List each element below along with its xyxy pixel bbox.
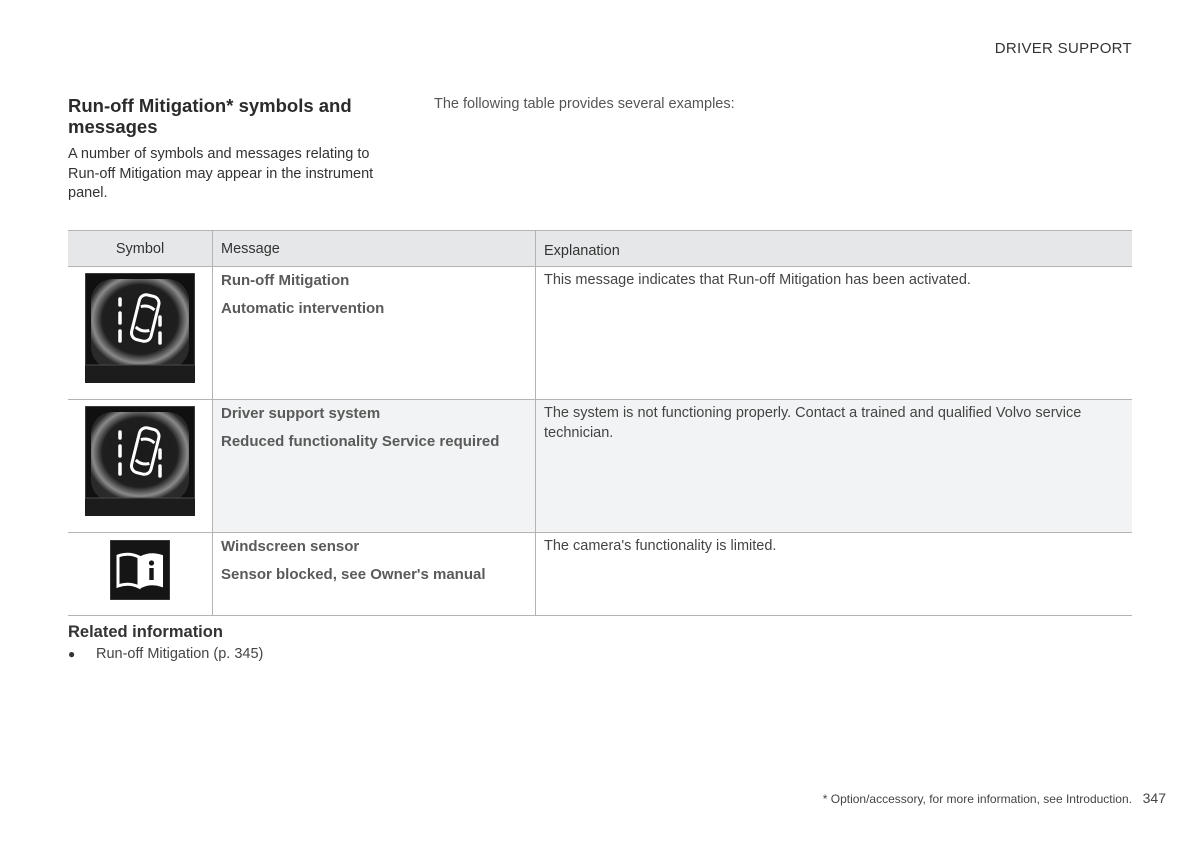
footnote: * Option/accessory, for more information, see Introduction.	[822, 792, 1132, 806]
table-row	[68, 533, 1132, 616]
explanation-text: This message indicates that Run-off Mitigation has been activated.	[544, 272, 971, 288]
explanation-cell	[536, 533, 1133, 616]
message-line: Run-off Mitigation	[221, 272, 350, 289]
message-cell	[213, 400, 536, 533]
bullet-icon: ●	[68, 647, 76, 661]
explanation-cell	[536, 400, 1133, 533]
message-line: Automatic intervention	[221, 300, 385, 317]
table-row	[68, 267, 1132, 400]
symbol-cell	[68, 267, 213, 400]
run-off-mitigation-icon	[85, 406, 195, 516]
column-header-message: Message	[213, 231, 536, 267]
message-line: Sensor blocked, see Owner's manual	[221, 566, 486, 583]
explanation-text: The system is not functioning properly. Contact a trained and qualified Volvo service technician.	[544, 405, 1082, 441]
message-cell	[213, 267, 536, 400]
page-title: Run-off Mitigation* symbols and messages	[68, 95, 352, 137]
message-cell	[213, 533, 536, 616]
intro-paragraph: A number of symbols and messages relating to Run-off Mitigation may appear in the instrument panel.	[68, 146, 374, 201]
related-link-text[interactable]: Run-off Mitigation (p. 345)	[96, 646, 264, 662]
owners-manual-info-icon	[110, 540, 170, 600]
table-intro: The following table provides several examples:	[434, 96, 735, 112]
message-line: Driver support system	[221, 405, 381, 422]
run-off-mitigation-icon	[85, 273, 195, 383]
symbol-cell	[68, 533, 213, 616]
related-title: Related information	[68, 623, 223, 641]
symbols-table	[68, 230, 1132, 616]
section-header: DRIVER SUPPORT	[994, 40, 1132, 57]
page-number: 347	[1142, 790, 1166, 806]
symbol-cell	[68, 400, 213, 533]
table-header-row	[68, 231, 1132, 267]
message-line: Reduced functionality Service required	[221, 433, 500, 450]
related-information	[68, 623, 263, 664]
related-link-item[interactable]	[68, 644, 263, 664]
message-line: Windscreen sensor	[221, 538, 360, 555]
column-header-symbol: Symbol	[68, 231, 213, 267]
column-header-explanation: Explanation	[536, 231, 1133, 267]
related-list	[68, 644, 263, 664]
explanation-cell	[536, 267, 1133, 400]
table-row	[68, 400, 1132, 533]
heading-block	[68, 95, 398, 204]
explanation-text: The camera's functionality is limited.	[544, 538, 777, 554]
